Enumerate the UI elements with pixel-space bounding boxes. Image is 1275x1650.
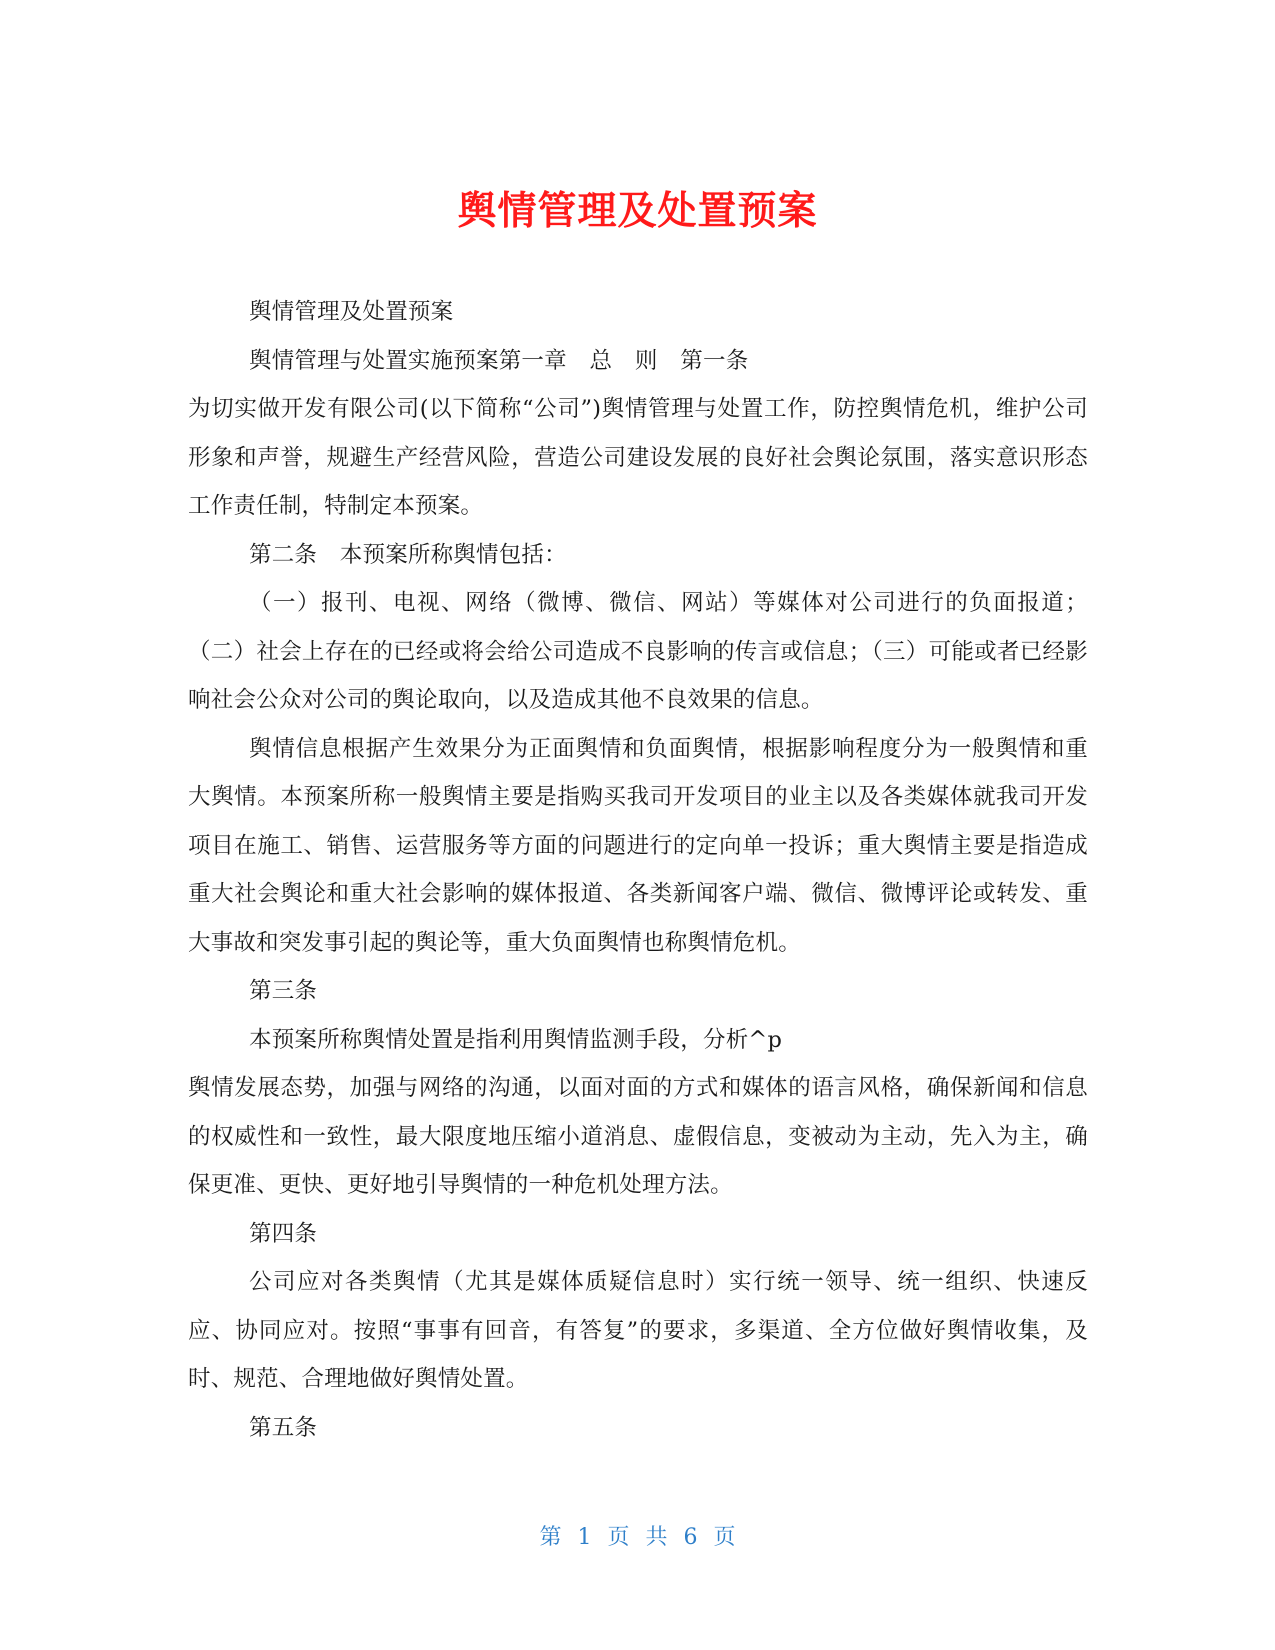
page-footer	[0, 1523, 1275, 1553]
paragraph-article-four-body: 公司应对各类舆情（尤其是媒体质疑信息时）实行统一领导、统一组织、快速反应、协同应对。按照“事事有回音，有答复”的要求，多渠道、全方位做好舆情收集，及时、规范、合理地做好舆情处置。	[188, 1269, 1088, 1392]
footer-suffix: 页	[713, 1525, 736, 1550]
paragraph-article-three-intro: 本预案所称舆情处置是指利用舆情监测手段，分析^p	[249, 1026, 783, 1053]
paragraph-article-two-items: （一）报刊、电视、网络（微博、微信、网站）等媒体对公司进行的负面报道；（二）社会上存在的已经或将会给公司造成不良影响的传言或信息；（三）可能或者已经影响社会公众对公司的舆论取向，以及造成其他不良效果的信息。	[188, 590, 1088, 713]
footer-total-word: 共	[645, 1525, 668, 1550]
paragraph-article-four: 第四条	[249, 1220, 318, 1247]
paragraph-article-five: 第五条	[249, 1414, 318, 1441]
paragraph-article-two: 第二条 本预案所称舆情包括：	[249, 541, 567, 568]
paragraph-article-one-body: 为切实做开发有限公司(以下简称“公司”)舆情管理与处置工作，防控舆情危机，维护公司形象和声誉，规避生产经营风险，营造公司建设发展的良好社会舆论氛围，落实意识形态工作责任制，特制定本预案。	[188, 396, 1088, 519]
footer-total-pages: 6	[683, 1525, 698, 1550]
paragraph-opinion-classification: 舆情信息根据产生效果分为正面舆情和负面舆情，根据影响程度分为一般舆情和重大舆情。本预案所称一般舆情主要是指购买我司开发项目的业主以及各类媒体就我司开发项目在施工、销售、运营服务等方面的问题进行的定向单一投诉；重大舆情主要是指造成重大社会舆论和重大社会影响的媒体报道、各类新闻客户端、微信、微博评论或转发、重大事故和突发事引起的舆论等，重大负面舆情也称舆情危机。	[188, 735, 1088, 956]
paragraph-chapter-one: 舆情管理与处置实施预案第一章 总 则 第一条	[249, 347, 749, 374]
paragraph-article-three: 第三条	[249, 978, 318, 1004]
document-title: 舆情管理及处置预案	[457, 189, 818, 235]
footer-page-word: 页	[607, 1525, 630, 1550]
document-body	[188, 288, 1088, 1452]
footer-prefix: 第	[539, 1525, 562, 1550]
footer-current-page: 1	[577, 1525, 592, 1550]
paragraph-heading: 舆情管理及处置预案	[249, 299, 454, 325]
paragraph-article-three-body: 舆情发展态势，加强与网络的沟通，以面对面的方式和媒体的语言风格，确保新闻和信息的权威性和一致性，最大限度地压缩小道消息、虚假信息，变被动为主动，先入为主，确保更准、更快、更好地引导舆情的一种危机处理方法。	[188, 1075, 1088, 1198]
